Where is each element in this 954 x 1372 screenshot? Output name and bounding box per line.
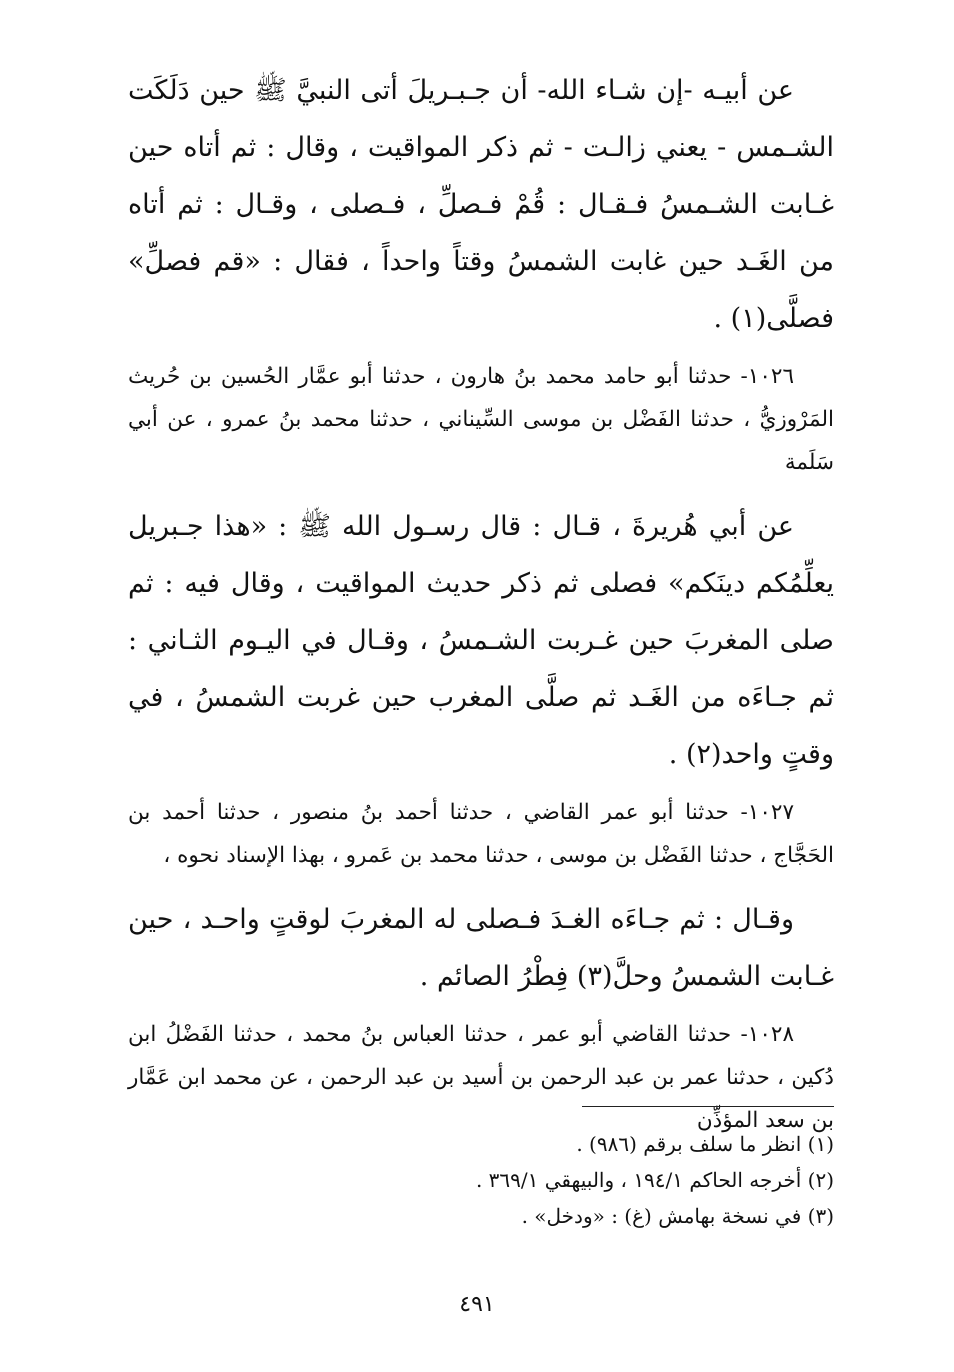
page-body bbox=[128, 62, 834, 1156]
paragraph-isnad-1026: ١٠٢٦- حدثنا أبو حامد محمد بنُ هارون ، حدثنا أبو عمَّار الحُسين بن حُريث المَرْوزيُّ ، حدثنا الفَضْل بن موسى السِّيناني ، حدثنا محمد بنُ عمرو ، عن أبي سَلَمة bbox=[128, 364, 834, 475]
paragraph-hadith-text-3: وقـال : ثم جـاءَه الغـدَ فـصلى له المغربَ لوقتٍ واحـد ، حين غـابت الشمسُ وحلَّ(٣) فِطْرُ الصائم . bbox=[128, 904, 834, 992]
footnote-1: (١) انظر ما سلف برقم (٩٨٦) . bbox=[576, 1132, 834, 1156]
paragraph-isnad-1028: ١٠٢٨- حدثنا القاضي أبو عمر ، حدثنا العباس بنُ محمد ، حدثنا الفَضْلُ ابن دُكين ، حدثنا عمر بن عبد الرحمن بن أسيد بن عبد الرحمن ، عن محمد ابن عَمَّار بن سعد المؤذِّن bbox=[128, 1022, 834, 1133]
footnote-3: (٣) في نسخة بهامش (غ) : «ودخل» . bbox=[521, 1204, 834, 1228]
page-number: ٤٩١ bbox=[459, 1292, 495, 1317]
paragraph-hadith-text-2: عن أبي هُريرةَ ، قـال : قال رسـول الله ﷺ : «هذا جـبريل يعلِّمُكم دينَكم» فصلى ثم ذكر حديث المواقيت ، وقال فيه : ثم صلى المغربَ حين غـربت الشـمسُ ، وقـال في اليـوم الثـاني : ثم جـاءَه من الغَـد ثم صلَّى المغرب حين غربت الشمسُ ، في وقتٍ واحد(٢) . bbox=[128, 511, 834, 770]
paragraph-isnad-1027: ١٠٢٧- حدثنا أبو عمر القاضي ، حدثنا أحمد بنُ منصور ، حدثنا أحمد بن الحَجَّاج ، حدثنا الفَضْل بن موسى ، حدثنا محمد بن عَمرو ، بهذا الإسناد نحوه ، bbox=[128, 800, 834, 868]
footnote-separator bbox=[582, 1106, 834, 1107]
footnote-2: (٢) أخرجه الحاكم ١٩٤/١ ، والبيهقي ٣٦٩/١ . bbox=[475, 1168, 834, 1192]
footnotes bbox=[128, 1126, 834, 1234]
paragraph-hadith-text-1: عن أبيـه -إن شـاء الله- أن جـبـريلَ أتى النبيَّ ﷺ حين دَلَكَت الشـمس - يعني زالـت - ثم ذكر المواقيت ، وقال : ثم أتاه حين غـابت الشـمسُ فـقـال : قُمْ فـصلِّ ، فـصلى ، وقـال : ثم أتاه من الغَـد حين غابت الشمسُ وقتاً واحداً ، فقال : «قم فصلِّ» فصلَّى(١) . bbox=[128, 75, 834, 334]
